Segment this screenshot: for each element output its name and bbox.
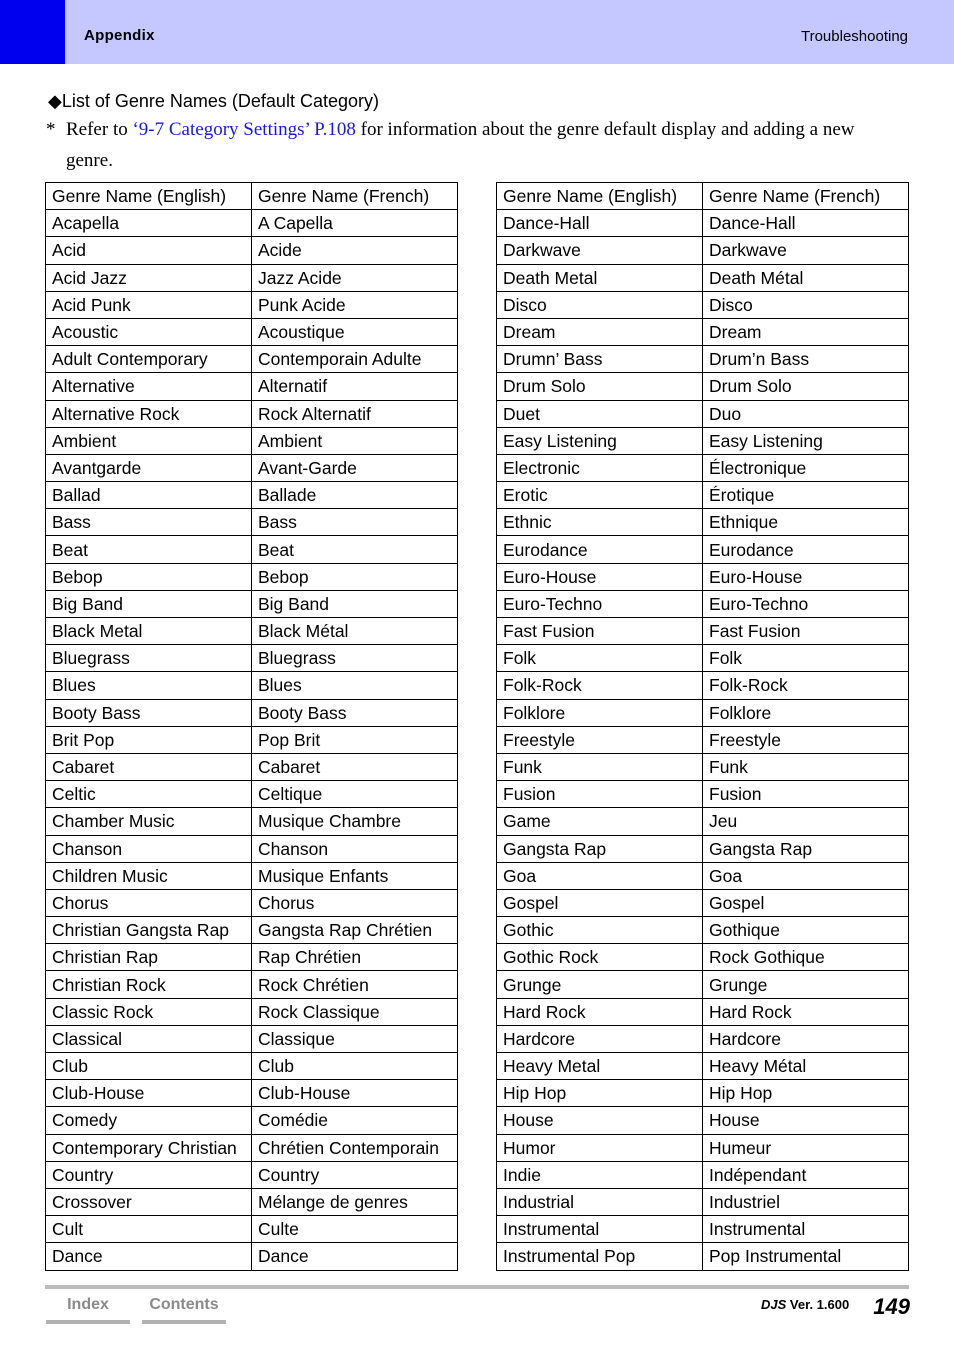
- note-suffix: for information about the genre default display and adding a new genre.: [66, 119, 855, 171]
- table-row: [497, 944, 909, 971]
- table-row: [46, 971, 458, 998]
- genre-english-cell: Chamber Music: [46, 808, 252, 835]
- genre-french-cell: Chorus: [252, 889, 458, 916]
- genre-english-cell: Grunge: [497, 971, 703, 998]
- genre-english-cell: Bluegrass: [46, 645, 252, 672]
- genre-french-cell: Bebop: [252, 563, 458, 590]
- note-prefix: Refer to: [66, 119, 133, 140]
- genre-french-cell: Folklore: [703, 699, 909, 726]
- reference-note: [46, 114, 896, 176]
- table-row: [46, 536, 458, 563]
- genre-french-cell: Drum Solo: [703, 373, 909, 400]
- genre-english-cell: Dream: [497, 318, 703, 345]
- genre-english-cell: Hip Hop: [497, 1080, 703, 1107]
- genre-french-cell: Jazz Acide: [252, 264, 458, 291]
- table-header-row: [497, 183, 909, 210]
- genre-french-cell: Rock Classique: [252, 998, 458, 1025]
- table-row: [46, 590, 458, 617]
- page-header: [0, 0, 954, 64]
- genre-english-cell: Comedy: [46, 1107, 252, 1134]
- table-row: [46, 237, 458, 264]
- genre-english-cell: Drum Solo: [497, 373, 703, 400]
- table-row: [46, 835, 458, 862]
- genre-english-cell: Black Metal: [46, 618, 252, 645]
- genre-french-cell: Avant-Garde: [252, 454, 458, 481]
- genre-french-cell: Blues: [252, 672, 458, 699]
- table-row: [46, 400, 458, 427]
- table-row: [46, 1053, 458, 1080]
- header-chapter-title: Troubleshooting: [800, 28, 908, 45]
- genre-english-cell: Industrial: [497, 1188, 703, 1215]
- table-row: [497, 1188, 909, 1215]
- genre-english-cell: Eurodance: [497, 536, 703, 563]
- header-section-title: Appendix: [84, 27, 155, 44]
- genre-english-cell: Heavy Metal: [497, 1053, 703, 1080]
- genre-french-cell: Eurodance: [703, 536, 909, 563]
- genre-english-cell: Fast Fusion: [497, 618, 703, 645]
- table-row: [46, 427, 458, 454]
- genre-french-cell: Funk: [703, 753, 909, 780]
- table-row: [46, 482, 458, 509]
- table-row: [497, 237, 909, 264]
- genre-english-cell: Christian Rap: [46, 944, 252, 971]
- table-row: [46, 509, 458, 536]
- table-row: [46, 862, 458, 889]
- genre-english-cell: Goa: [497, 862, 703, 889]
- genre-french-cell: Instrumental: [703, 1216, 909, 1243]
- genre-french-cell: Dance-Hall: [703, 210, 909, 237]
- genre-english-cell: Disco: [497, 291, 703, 318]
- genre-french-cell: Duo: [703, 400, 909, 427]
- genre-french-cell: Easy Listening: [703, 427, 909, 454]
- genre-french-cell: Érotique: [703, 482, 909, 509]
- genre-english-cell: Electronic: [497, 454, 703, 481]
- genre-english-cell: Instrumental: [497, 1216, 703, 1243]
- genre-french-cell: Heavy Métal: [703, 1053, 909, 1080]
- table-row: [46, 264, 458, 291]
- genre-english-cell: Hard Rock: [497, 998, 703, 1025]
- genre-english-cell: Dance: [46, 1243, 252, 1270]
- genre-english-cell: Gangsta Rap: [497, 835, 703, 862]
- page-number: 149: [873, 1294, 910, 1319]
- genre-french-cell: Club: [252, 1053, 458, 1080]
- genre-table-right: [496, 182, 909, 1271]
- genre-french-cell: Bluegrass: [252, 645, 458, 672]
- genre-english-cell: Chorus: [46, 889, 252, 916]
- table-row: [497, 835, 909, 862]
- table-row: [497, 998, 909, 1025]
- genre-english-cell: Instrumental Pop: [497, 1243, 703, 1270]
- genre-english-cell: Folk: [497, 645, 703, 672]
- genre-english-cell: Acapella: [46, 210, 252, 237]
- genre-english-cell: Christian Rock: [46, 971, 252, 998]
- genre-english-cell: Hardcore: [497, 1025, 703, 1052]
- genre-french-cell: Hard Rock: [703, 998, 909, 1025]
- genre-english-cell: Contemporary Christian: [46, 1134, 252, 1161]
- genre-french-cell: Pop Instrumental: [703, 1243, 909, 1270]
- table-row: [46, 672, 458, 699]
- genre-english-cell: Christian Gangsta Rap: [46, 917, 252, 944]
- genre-english-cell: Classical: [46, 1025, 252, 1052]
- genre-english-cell: Acoustic: [46, 318, 252, 345]
- table-row: [497, 346, 909, 373]
- table-row: [497, 1216, 909, 1243]
- table-row: [497, 590, 909, 617]
- table-row: [497, 971, 909, 998]
- genre-french-cell: Acoustique: [252, 318, 458, 345]
- genre-english-cell: Indie: [497, 1161, 703, 1188]
- table-row: [497, 400, 909, 427]
- genre-english-cell: Euro-Techno: [497, 590, 703, 617]
- genre-french-cell: House: [703, 1107, 909, 1134]
- diamond-bullet-icon: ◆: [48, 91, 62, 111]
- genre-french-cell: Dance: [252, 1243, 458, 1270]
- genre-french-cell: Goa: [703, 862, 909, 889]
- genre-french-cell: Folk-Rock: [703, 672, 909, 699]
- genre-english-cell: Ethnic: [497, 509, 703, 536]
- genre-french-cell: Black Métal: [252, 618, 458, 645]
- genre-english-cell: Bebop: [46, 563, 252, 590]
- table-row: [497, 1025, 909, 1052]
- genre-english-cell: Acid: [46, 237, 252, 264]
- genre-french-cell: Hip Hop: [703, 1080, 909, 1107]
- genre-french-cell: Beat: [252, 536, 458, 563]
- table-row: [497, 808, 909, 835]
- genre-english-cell: Gothic: [497, 917, 703, 944]
- table-row: [497, 536, 909, 563]
- table-row: [46, 618, 458, 645]
- genre-english-cell: Bass: [46, 509, 252, 536]
- genre-english-cell: Club: [46, 1053, 252, 1080]
- column-header-english: Genre Name (English): [497, 183, 703, 210]
- genre-french-cell: Drum’n Bass: [703, 346, 909, 373]
- genre-english-cell: Drumn’ Bass: [497, 346, 703, 373]
- genre-french-cell: Industriel: [703, 1188, 909, 1215]
- genre-english-cell: Freestyle: [497, 726, 703, 753]
- genre-english-cell: Blues: [46, 672, 252, 699]
- genre-english-cell: Euro-House: [497, 563, 703, 590]
- genre-french-cell: Musique Enfants: [252, 862, 458, 889]
- table-row: [46, 346, 458, 373]
- genre-french-cell: Freestyle: [703, 726, 909, 753]
- genre-english-cell: Beat: [46, 536, 252, 563]
- genre-french-cell: Gospel: [703, 889, 909, 916]
- genre-french-cell: Euro-Techno: [703, 590, 909, 617]
- genre-french-cell: Euro-House: [703, 563, 909, 590]
- table-row: [497, 726, 909, 753]
- footer-divider: [45, 1285, 909, 1289]
- table-row: [46, 726, 458, 753]
- genre-english-cell: Funk: [497, 753, 703, 780]
- genre-french-cell: Indépendant: [703, 1161, 909, 1188]
- genre-english-cell: Classic Rock: [46, 998, 252, 1025]
- genre-french-cell: A Capella: [252, 210, 458, 237]
- table-row: [497, 1053, 909, 1080]
- genre-french-cell: Celtique: [252, 781, 458, 808]
- section-heading-text: List of Genre Names (Default Category): [61, 91, 379, 111]
- table-row: [46, 917, 458, 944]
- genre-english-cell: Club-House: [46, 1080, 252, 1107]
- table-row: [497, 1243, 909, 1270]
- genre-french-cell: Humeur: [703, 1134, 909, 1161]
- genre-french-cell: Disco: [703, 291, 909, 318]
- genre-english-cell: Children Music: [46, 862, 252, 889]
- table-row: [46, 645, 458, 672]
- genre-french-cell: Ambient: [252, 427, 458, 454]
- genre-english-cell: Erotic: [497, 482, 703, 509]
- column-header-french: Genre Name (French): [703, 183, 909, 210]
- table-row: [46, 1161, 458, 1188]
- genre-french-cell: Rap Chrétien: [252, 944, 458, 971]
- genre-french-cell: Musique Chambre: [252, 808, 458, 835]
- genre-english-cell: Folk-Rock: [497, 672, 703, 699]
- genre-french-cell: Jeu: [703, 808, 909, 835]
- table-row: [46, 781, 458, 808]
- table-row: [46, 1243, 458, 1270]
- genre-french-cell: Rock Gothique: [703, 944, 909, 971]
- table-row: [46, 889, 458, 916]
- table-row: [46, 454, 458, 481]
- table-row: [497, 1134, 909, 1161]
- table-row: [497, 427, 909, 454]
- genre-english-cell: Celtic: [46, 781, 252, 808]
- genre-french-cell: Rock Chrétien: [252, 971, 458, 998]
- contents-button[interactable]: Contents: [142, 1296, 226, 1324]
- product-version: [761, 1297, 849, 1312]
- genre-english-cell: Cabaret: [46, 753, 252, 780]
- table-row: [497, 1161, 909, 1188]
- genre-french-cell: Dream: [703, 318, 909, 345]
- genre-english-cell: Acid Jazz: [46, 264, 252, 291]
- table-row: [46, 998, 458, 1025]
- table-row: [497, 563, 909, 590]
- genre-english-cell: Alternative Rock: [46, 400, 252, 427]
- genre-french-cell: Booty Bass: [252, 699, 458, 726]
- genre-english-cell: Big Band: [46, 590, 252, 617]
- genre-english-cell: Death Metal: [497, 264, 703, 291]
- table-row: [46, 210, 458, 237]
- genre-french-cell: Acide: [252, 237, 458, 264]
- genre-french-cell: Culte: [252, 1216, 458, 1243]
- genre-french-cell: Folk: [703, 645, 909, 672]
- genre-english-cell: Chanson: [46, 835, 252, 862]
- genre-french-cell: Comédie: [252, 1107, 458, 1134]
- table-row: [497, 889, 909, 916]
- genre-french-cell: Punk Acide: [252, 291, 458, 318]
- genre-english-cell: Country: [46, 1161, 252, 1188]
- genre-english-cell: House: [497, 1107, 703, 1134]
- note-body: [66, 114, 896, 176]
- genre-english-cell: Adult Contemporary: [46, 346, 252, 373]
- genre-french-cell: Fusion: [703, 781, 909, 808]
- table-row: [497, 1080, 909, 1107]
- table-row: [46, 563, 458, 590]
- genre-english-cell: Duet: [497, 400, 703, 427]
- table-row: [46, 753, 458, 780]
- genre-english-cell: Game: [497, 808, 703, 835]
- genre-table-left: [45, 182, 458, 1271]
- table-row: [497, 264, 909, 291]
- table-row: [46, 291, 458, 318]
- table-row: [497, 210, 909, 237]
- genre-english-cell: Avantgarde: [46, 454, 252, 481]
- table-row: [46, 318, 458, 345]
- table-row: [46, 1134, 458, 1161]
- genre-french-cell: Country: [252, 1161, 458, 1188]
- category-settings-link[interactable]: ‘9-7 Category Settings’ P.108: [132, 119, 356, 140]
- genre-french-cell: Grunge: [703, 971, 909, 998]
- table-row: [497, 318, 909, 345]
- genre-english-cell: Acid Punk: [46, 291, 252, 318]
- genre-english-cell: Easy Listening: [497, 427, 703, 454]
- genre-english-cell: Alternative: [46, 373, 252, 400]
- table-row: [497, 482, 909, 509]
- genre-french-cell: Contemporain Adulte: [252, 346, 458, 373]
- table-row: [46, 944, 458, 971]
- table-row: [497, 618, 909, 645]
- genre-english-cell: Crossover: [46, 1188, 252, 1215]
- genre-french-cell: Classique: [252, 1025, 458, 1052]
- genre-french-cell: Gangsta Rap Chrétien: [252, 917, 458, 944]
- genre-french-cell: Cabaret: [252, 753, 458, 780]
- genre-french-cell: Chanson: [252, 835, 458, 862]
- genre-english-cell: Darkwave: [497, 237, 703, 264]
- product-name: DJS: [761, 1297, 787, 1312]
- table-row: [497, 373, 909, 400]
- genre-english-cell: Brit Pop: [46, 726, 252, 753]
- table-row: [46, 373, 458, 400]
- genre-english-cell: Ballad: [46, 482, 252, 509]
- genre-english-cell: Gospel: [497, 889, 703, 916]
- table-row: [497, 753, 909, 780]
- table-row: [497, 509, 909, 536]
- genre-french-cell: Big Band: [252, 590, 458, 617]
- genre-french-cell: Death Métal: [703, 264, 909, 291]
- table-header-row: [46, 183, 458, 210]
- genre-french-cell: Club-House: [252, 1080, 458, 1107]
- genre-french-cell: Électronique: [703, 454, 909, 481]
- table-row: [46, 1025, 458, 1052]
- genre-french-cell: Alternatif: [252, 373, 458, 400]
- genre-french-cell: Gangsta Rap: [703, 835, 909, 862]
- genre-english-cell: Fusion: [497, 781, 703, 808]
- genre-english-cell: Cult: [46, 1216, 252, 1243]
- table-row: [46, 1080, 458, 1107]
- genre-french-cell: Rock Alternatif: [252, 400, 458, 427]
- table-row: [46, 699, 458, 726]
- genre-french-cell: Hardcore: [703, 1025, 909, 1052]
- column-header-english: Genre Name (English): [46, 183, 252, 210]
- note-asterisk: *: [46, 119, 56, 140]
- genre-french-cell: Darkwave: [703, 237, 909, 264]
- genre-french-cell: Pop Brit: [252, 726, 458, 753]
- table-row: [497, 291, 909, 318]
- table-row: [497, 862, 909, 889]
- table-row: [497, 781, 909, 808]
- version-label: Ver. 1.600: [789, 1297, 850, 1312]
- genre-english-cell: Humor: [497, 1134, 703, 1161]
- table-row: [46, 1107, 458, 1134]
- column-header-french: Genre Name (French): [252, 183, 458, 210]
- table-row: [46, 1216, 458, 1243]
- genre-french-cell: Ethnique: [703, 509, 909, 536]
- section-heading: [48, 91, 379, 112]
- genre-english-cell: Dance-Hall: [497, 210, 703, 237]
- genre-french-cell: Gothique: [703, 917, 909, 944]
- index-button[interactable]: Index: [46, 1296, 130, 1324]
- header-color-block: [0, 0, 65, 64]
- genre-english-cell: Ambient: [46, 427, 252, 454]
- table-row: [497, 672, 909, 699]
- genre-french-cell: Bass: [252, 509, 458, 536]
- genre-english-cell: Folklore: [497, 699, 703, 726]
- table-row: [497, 1107, 909, 1134]
- table-row: [46, 808, 458, 835]
- genre-english-cell: Booty Bass: [46, 699, 252, 726]
- genre-english-cell: Gothic Rock: [497, 944, 703, 971]
- table-row: [497, 645, 909, 672]
- genre-french-cell: Chrétien Contemporain: [252, 1134, 458, 1161]
- genre-french-cell: Ballade: [252, 482, 458, 509]
- table-row: [497, 454, 909, 481]
- genre-french-cell: Mélange de genres: [252, 1188, 458, 1215]
- table-row: [497, 917, 909, 944]
- table-row: [46, 1188, 458, 1215]
- genre-french-cell: Fast Fusion: [703, 618, 909, 645]
- table-row: [497, 699, 909, 726]
